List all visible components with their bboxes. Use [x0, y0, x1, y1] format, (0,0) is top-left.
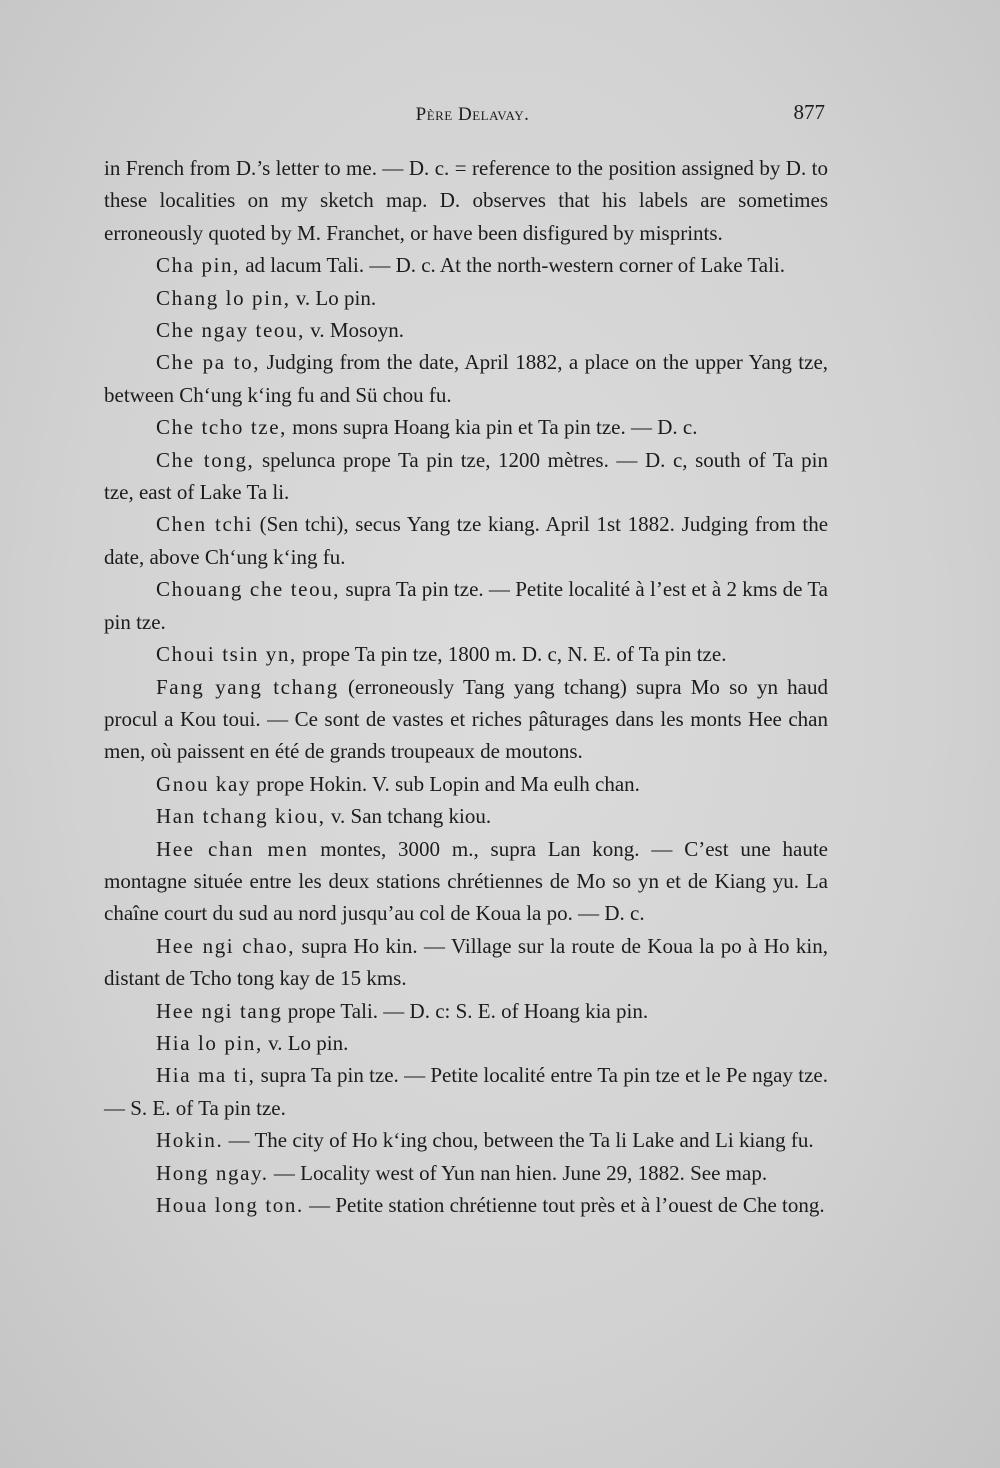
entry-headword: Houa long ton.	[156, 1193, 304, 1217]
entry-headword: Cha pin,	[156, 253, 240, 278]
page-number: 877	[793, 100, 825, 124]
entry-headword: Han tchang kiou,	[156, 804, 326, 829]
entry-headword: Hia ma ti,	[156, 1063, 256, 1088]
entry-headword: Hee chan men	[156, 836, 309, 861]
body-text	[104, 152, 828, 1221]
gazetteer-entry	[104, 768, 828, 800]
entry-text: v. Mosoyn.	[304, 318, 404, 343]
gazetteer-entry	[104, 444, 828, 509]
entry-headword: Chang lo pin,	[156, 285, 291, 310]
entry-headword: Che tcho tze,	[156, 415, 288, 440]
gazetteer-entry	[104, 1059, 828, 1124]
gazetteer-entry	[104, 995, 828, 1027]
entry-text: montes, 3000 m., supra Lan kong. — C’est une haute montagne située entre les deux stations chrétiennes de Mo so yn et de Kiang yu. La chaîne court du sud au nord jusqu’au col de Koua la po. — D. c.	[104, 836, 828, 926]
entry-headword: Hokin.	[156, 1128, 224, 1153]
gazetteer-entry	[104, 833, 828, 930]
entry-text: v. Lo pin.	[262, 1030, 349, 1055]
entry-text: supra Ta pin tze. — Petite localité à l’est et à 2 kms de Ta pin tze.	[104, 577, 829, 634]
gazetteer-entry	[104, 573, 828, 638]
entry-headword: Che pa to,	[156, 350, 261, 375]
entry-text: supra Ta pin tze. — Petite localité entre Ta pin tze et le Pe ngay tze. — S. E. of Ta pin tze.	[104, 1063, 828, 1120]
gazetteer-entry	[104, 346, 828, 411]
gazetteer-entry	[104, 1124, 828, 1156]
entry-text: supra Ho kin. — Village sur la route de Koua la po à Ho kin, distant de Tcho tong kay de 15 kms.	[104, 933, 828, 991]
entry-headword: Che ngay teou,	[156, 318, 305, 343]
gazetteer-entry	[104, 508, 828, 573]
entry-text: spelunca prope Ta pin tze, 1200 mètres. — D. c, south of Ta pin tze, east of Lake Ta li.	[104, 447, 829, 505]
gazetteer-entry	[104, 282, 828, 314]
intro-paragraph: in French from D.’s letter to me. — D. c. = reference to the position assigned by D. to these localities on my sketch map. D. observes that his labels are sometimes erroneously quoted by M. Franchet, or have been disfigured by misprints.	[104, 156, 828, 245]
gazetteer-entry	[104, 411, 828, 443]
entry-text: prope Ta pin tze, 1800 m. D. c, N. E. of Ta pin tze.	[296, 642, 727, 667]
entry-text: (Sen tchi), secus Yang tze kiang. April 1st 1882. Judging from the date, above Chʻung kʻing fu.	[104, 512, 829, 569]
entry-text: (erroneously Tang yang tchang) supra Mo so yn haud procul a Kou toui. — Ce sont de vastes et riches pâturages dans les monts Hee chan men, où paissent en été de grands troupeaux de moutons.	[104, 674, 829, 764]
entry-text: — Locality west of Yun nan hien. June 29, 1882. See map.	[268, 1160, 768, 1185]
entry-headword: Gnou kay	[156, 771, 252, 796]
entry-text: v. Lo pin.	[290, 285, 377, 310]
entry-text: Judging from the date, April 1882, a place on the upper Yang tze, between Chʻung kʻing fu and Sü chou fu.	[104, 350, 829, 407]
entry-text: — Petite station chrétienne tout près et à l’ouest de Che tong.	[303, 1193, 825, 1217]
gazetteer-entry	[104, 930, 828, 995]
running-head	[100, 100, 825, 130]
entry-headword: Chen tchi	[156, 512, 253, 537]
entry-headword: Hee ngi tang	[156, 998, 283, 1023]
entry-text: prope Hokin. V. sub Lopin and Ma eulh chan.	[251, 771, 640, 796]
entry-headword: Che tong,	[156, 447, 255, 472]
entry-headword: Hee ngi chao,	[156, 933, 296, 958]
gazetteer-entry	[104, 1027, 828, 1059]
entry-text: ad lacum Tali. — D. c. At the north-western corner of Lake Tali.	[239, 253, 785, 278]
gazetteer-entry	[104, 671, 828, 768]
gazetteer-entry	[104, 800, 828, 832]
gazetteer-entry	[104, 249, 828, 281]
gazetteer-entry	[104, 1157, 828, 1189]
entry-text: mons supra Hoang kia pin et Ta pin tze. — D. c.	[287, 415, 698, 440]
gazetteer-entry	[104, 1189, 828, 1221]
gazetteer-entry	[104, 314, 828, 346]
entry-headword: Hong ngay.	[156, 1160, 269, 1185]
entry-headword: Fang yang tchang	[156, 674, 339, 699]
entry-text: — The city of Ho kʻing chou, between the Ta li Lake and Li kiang fu.	[223, 1128, 814, 1153]
entry-headword: Chouang che teou,	[156, 577, 341, 602]
entry-text: prope Tali. — D. c: S. E. of Hoang kia pin.	[282, 998, 649, 1023]
entry-headword: Choui tsin yn,	[156, 642, 297, 667]
gazetteer-entry	[104, 638, 828, 670]
running-title: Père Delavay.	[415, 104, 530, 125]
entry-headword: Hia lo pin,	[156, 1030, 263, 1055]
entry-text: v. San tchang kiou.	[325, 804, 492, 829]
